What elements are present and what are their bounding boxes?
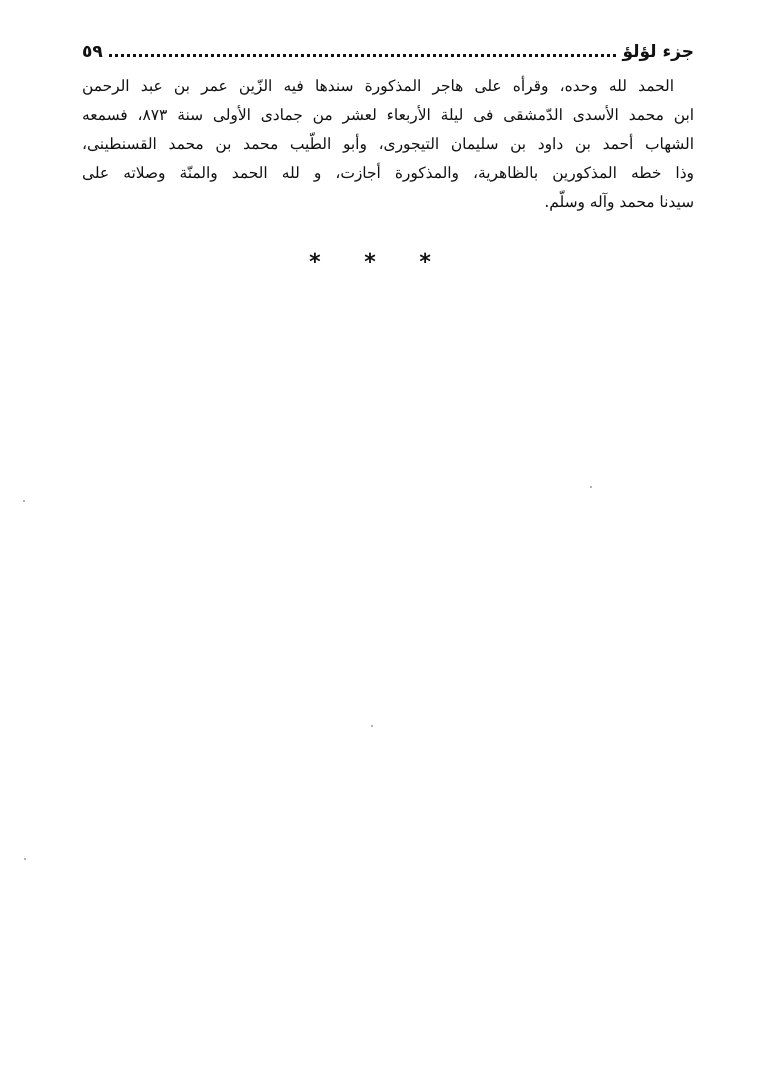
running-header	[82, 38, 694, 66]
body-paragraph	[82, 72, 694, 217]
body-line-2: ابن محمد الأسدى الدّمشقى فى ليلة الأربعاء لعشر من جمادى الأولى سنة ٨٧٣، فسمعه	[82, 106, 695, 124]
header-title: جزء لؤلؤ	[622, 42, 694, 62]
body-line-3: الشهاب أحمد بن داود بن سليمان التيجورى، وأبو الطّيب محمد بن محمد القسنطينى،	[82, 135, 694, 153]
header-dot-leader	[109, 54, 617, 57]
section-end-ornament: * * *	[309, 250, 449, 275]
page-number: ٥٩	[82, 42, 103, 62]
body-line-1: الحمد لله وحده، وقرأه على هاجر المذكورة سندها فيه الزّين عمر بن عبد الرحمن	[82, 77, 674, 95]
body-line-4: وذا خطه المذكورين بالظاهرية، والمذكورة أجازت، و لله الحمد والمنّة وصلاته على	[82, 164, 694, 182]
body-line-5: سيدنا محمد وآله وسلّم.	[544, 193, 694, 211]
